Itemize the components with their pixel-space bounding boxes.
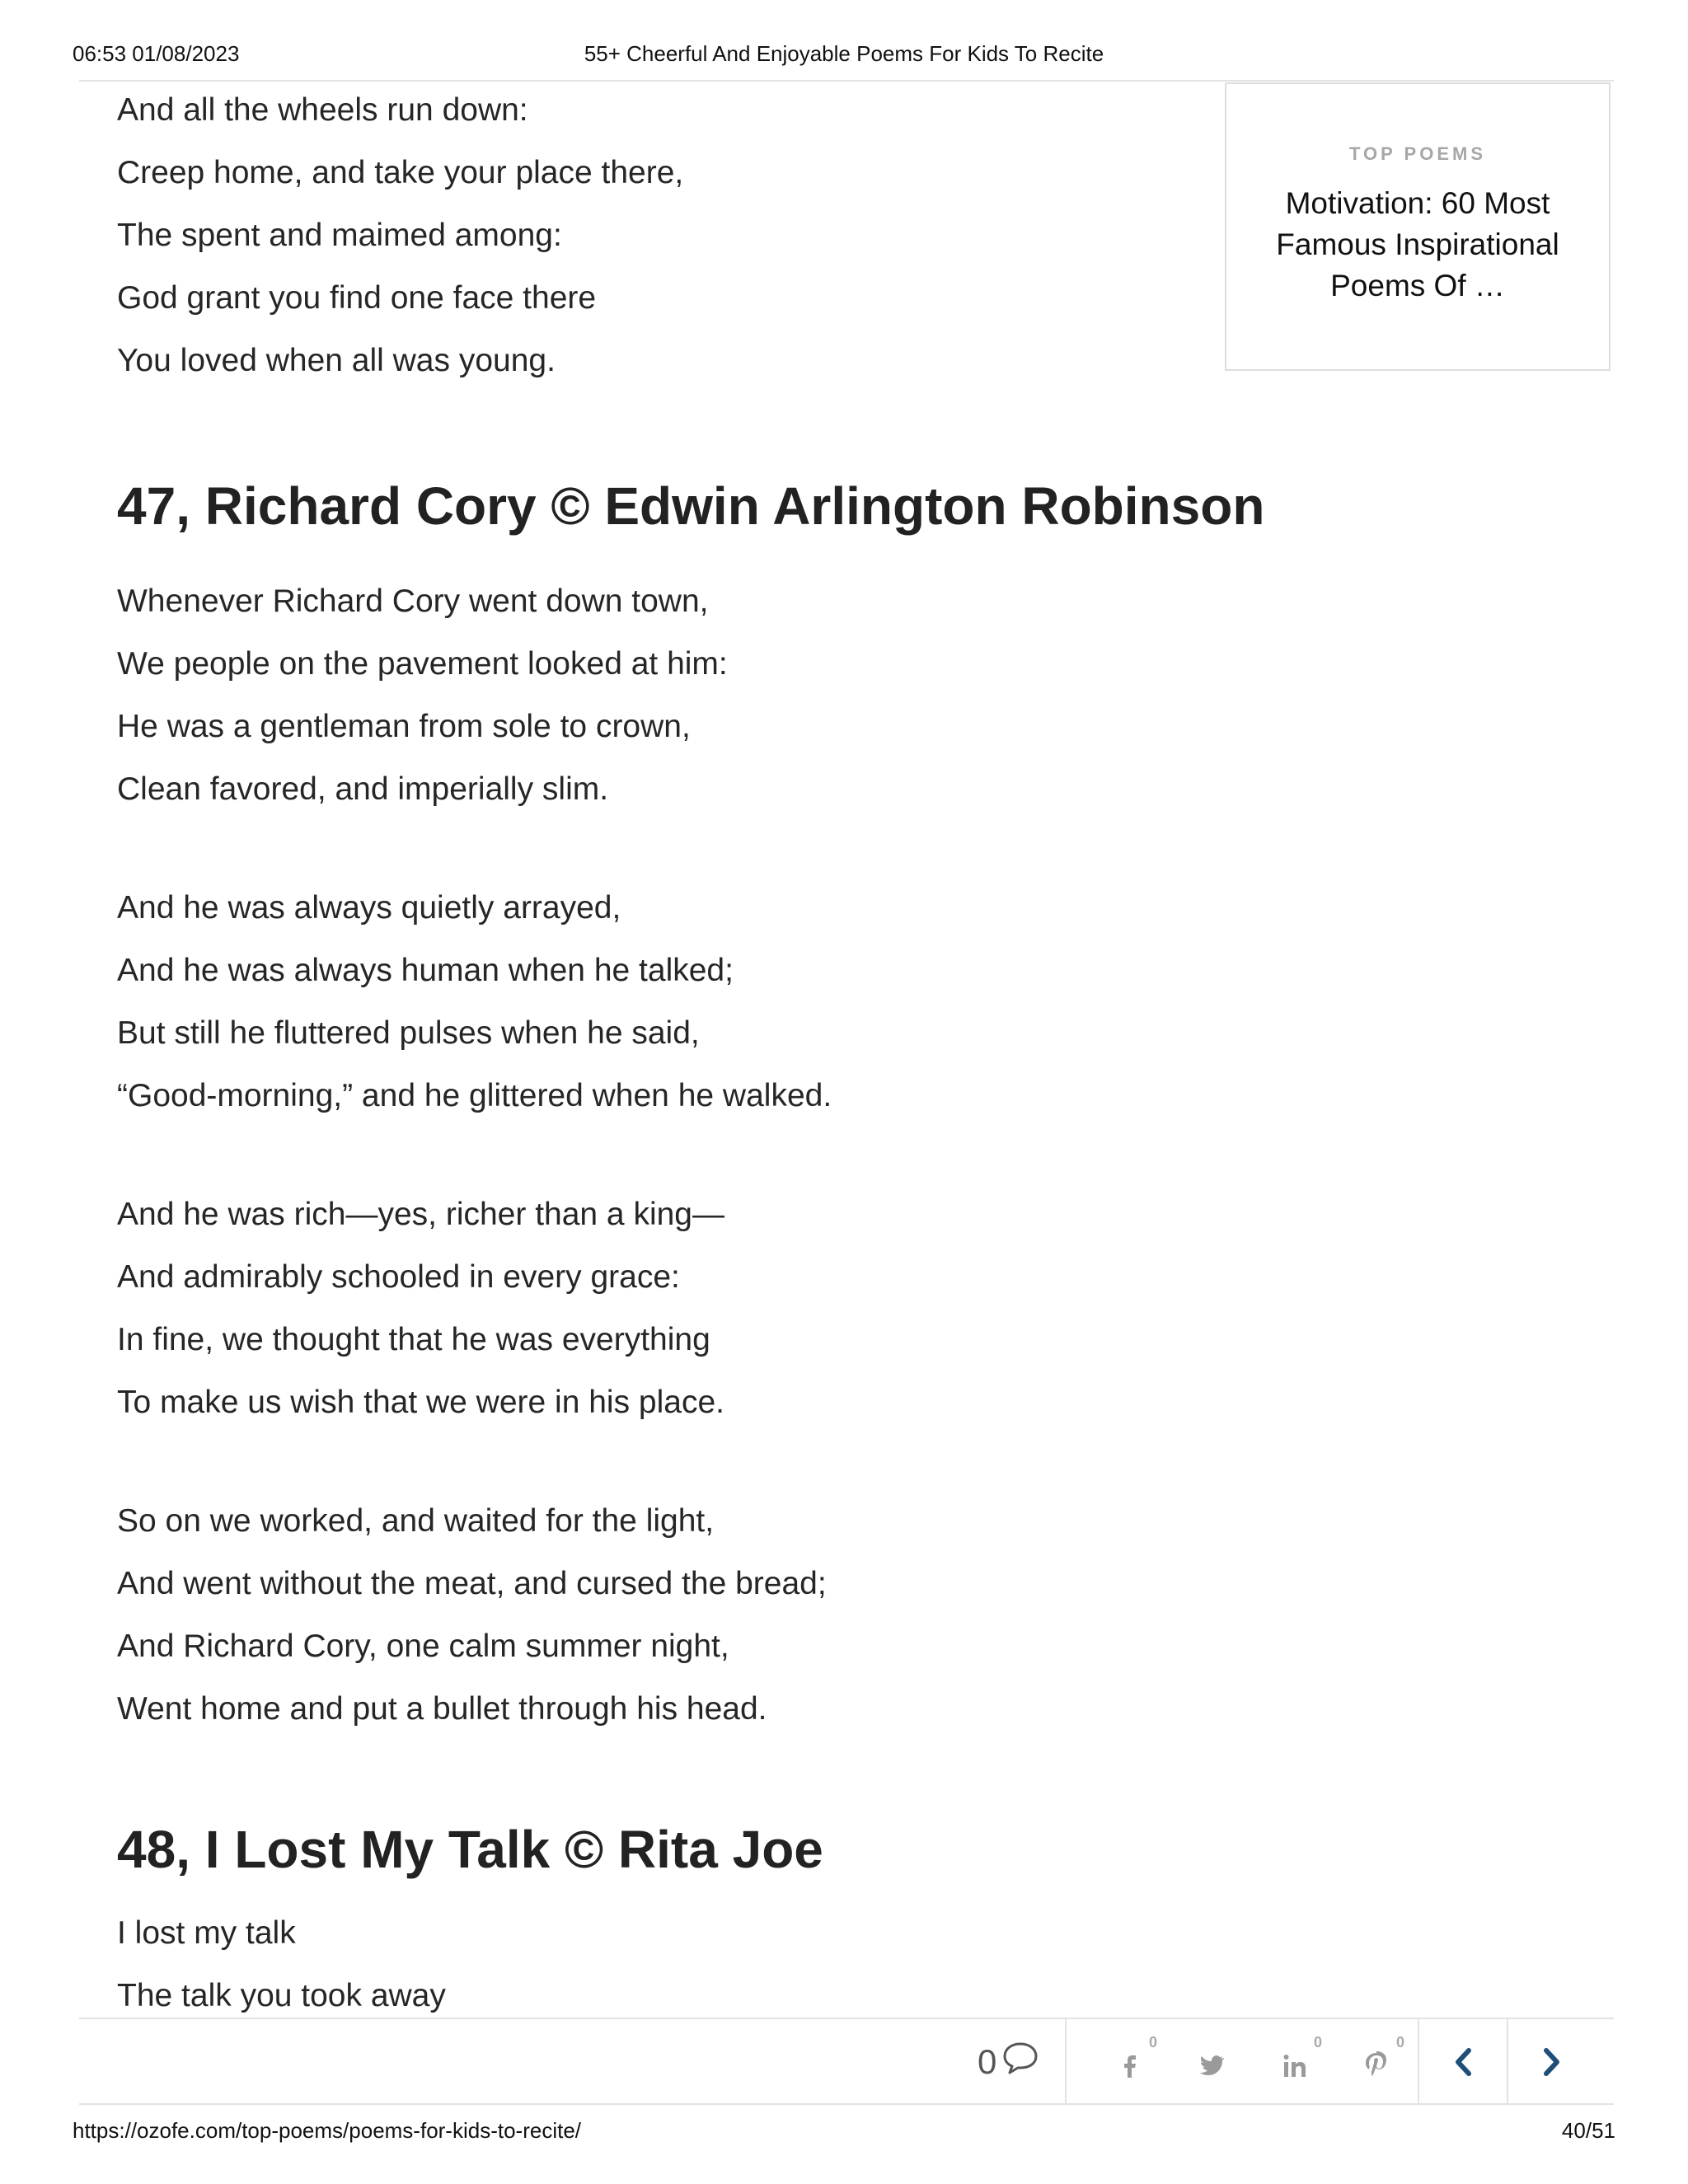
poem-47-heading: 47, Richard Cory © Edwin Arlington Robinson <box>117 476 1265 536</box>
poem-line: You loved when all was young. <box>117 343 556 378</box>
poem-line: The spent and maimed among: <box>117 218 562 253</box>
comment-count: 0 <box>978 2042 997 2081</box>
poem-line: And he was always quietly arrayed, <box>117 890 621 926</box>
poem-line: I lost my talk <box>117 1915 296 1951</box>
poem-prev-stanza <box>117 79 1189 392</box>
linkedin-share-button[interactable] <box>1273 2034 1322 2090</box>
poem-47-stanza-4 <box>117 1490 1189 1741</box>
poem-line: And all the wheels run down: <box>117 92 528 128</box>
poem-47-stanza-3 <box>117 1183 1189 1434</box>
poem-line: Went home and put a bullet through his head. <box>117 1691 767 1727</box>
poem-line: And Richard Cory, one calm summer night, <box>117 1629 729 1664</box>
stanza-gap <box>117 1127 1189 1183</box>
chevron-left-icon <box>1451 2046 1476 2079</box>
poem-line: Creep home, and take your place there, <box>117 155 684 190</box>
poem-line: To make us wish that we were in his place. <box>117 1385 725 1420</box>
poem-line: Clean favored, and imperially slim. <box>117 771 609 807</box>
article-content <box>117 79 1265 2027</box>
poem-line: Whenever Richard Cory went down town, <box>117 583 709 619</box>
poem-line: And went without the meat, and cursed the bread; <box>117 1566 827 1601</box>
poem-line: The talk you took away <box>117 1978 446 2013</box>
next-button[interactable] <box>1510 2019 1592 2105</box>
facebook-icon <box>1113 2049 1146 2082</box>
top-poems-label: TOP POEMS <box>1348 143 1486 164</box>
poem-line: “Good-morning,” and he glittered when he walked. <box>117 1078 832 1113</box>
poem-line: He was a gentleman from sole to crown, <box>117 709 691 744</box>
poem-48-stanza-1 <box>117 1902 1189 2027</box>
poem-line: So on we worked, and waited for the light, <box>117 1503 715 1539</box>
pinterest-icon <box>1360 2049 1393 2082</box>
chevron-right-icon <box>1539 2046 1564 2079</box>
bar-divider <box>1065 2019 1067 2105</box>
poem-line: God grant you find one face there <box>117 280 597 316</box>
print-header <box>0 0 1688 79</box>
facebook-share-count: 0 <box>1148 2034 1157 2050</box>
share-nav-bar <box>79 2018 1614 2105</box>
poem-47-stanza-2 <box>117 877 1189 1127</box>
page-url: https://ozofe.com/top-poems/poems-for-kids-to-recite/ <box>73 2118 582 2143</box>
poem-line: And admirably schooled in every grace: <box>117 1259 680 1295</box>
twitter-share-button[interactable] <box>1190 2041 1240 2090</box>
poem-line: But still he fluttered pulses when he said, <box>117 1015 700 1051</box>
bar-divider <box>1507 2019 1508 2105</box>
poem-line: We people on the pavement looked at him: <box>117 646 728 682</box>
comments-button[interactable] <box>978 2036 1039 2088</box>
speech-bubble-icon <box>1001 2041 1039 2083</box>
stanza-gap <box>117 1434 1189 1490</box>
facebook-share-button[interactable] <box>1108 2034 1157 2090</box>
twitter-icon <box>1195 2049 1228 2082</box>
previous-button[interactable] <box>1423 2019 1505 2105</box>
page-number: 40/51 <box>1561 2118 1615 2143</box>
stanza-gap <box>117 821 1189 877</box>
poem-line: And he was always human when he talked; <box>117 953 734 988</box>
bar-divider <box>1418 2019 1419 2105</box>
top-poem-link[interactable]: Motivation: 60 Most Famous Inspirational Poems Of … <box>1276 186 1559 302</box>
top-poems-widget <box>1225 82 1611 371</box>
print-timestamp: 06:53 01/08/2023 <box>73 41 240 66</box>
poem-48-heading: 48, I Lost My Talk © Rita Joe <box>117 1820 823 1879</box>
poem-47-stanza-1 <box>117 570 1189 821</box>
linkedin-icon <box>1278 2049 1311 2082</box>
pinterest-share-button[interactable] <box>1355 2034 1404 2090</box>
print-document-title: 55+ Cheerful And Enjoyable Poems For Kids To Recite <box>584 41 1104 66</box>
poem-line: And he was rich—yes, richer than a king— <box>117 1197 725 1232</box>
linkedin-share-count: 0 <box>1313 2034 1322 2050</box>
pinterest-share-count: 0 <box>1395 2034 1404 2050</box>
poem-line: In fine, we thought that he was everything <box>117 1322 710 1357</box>
